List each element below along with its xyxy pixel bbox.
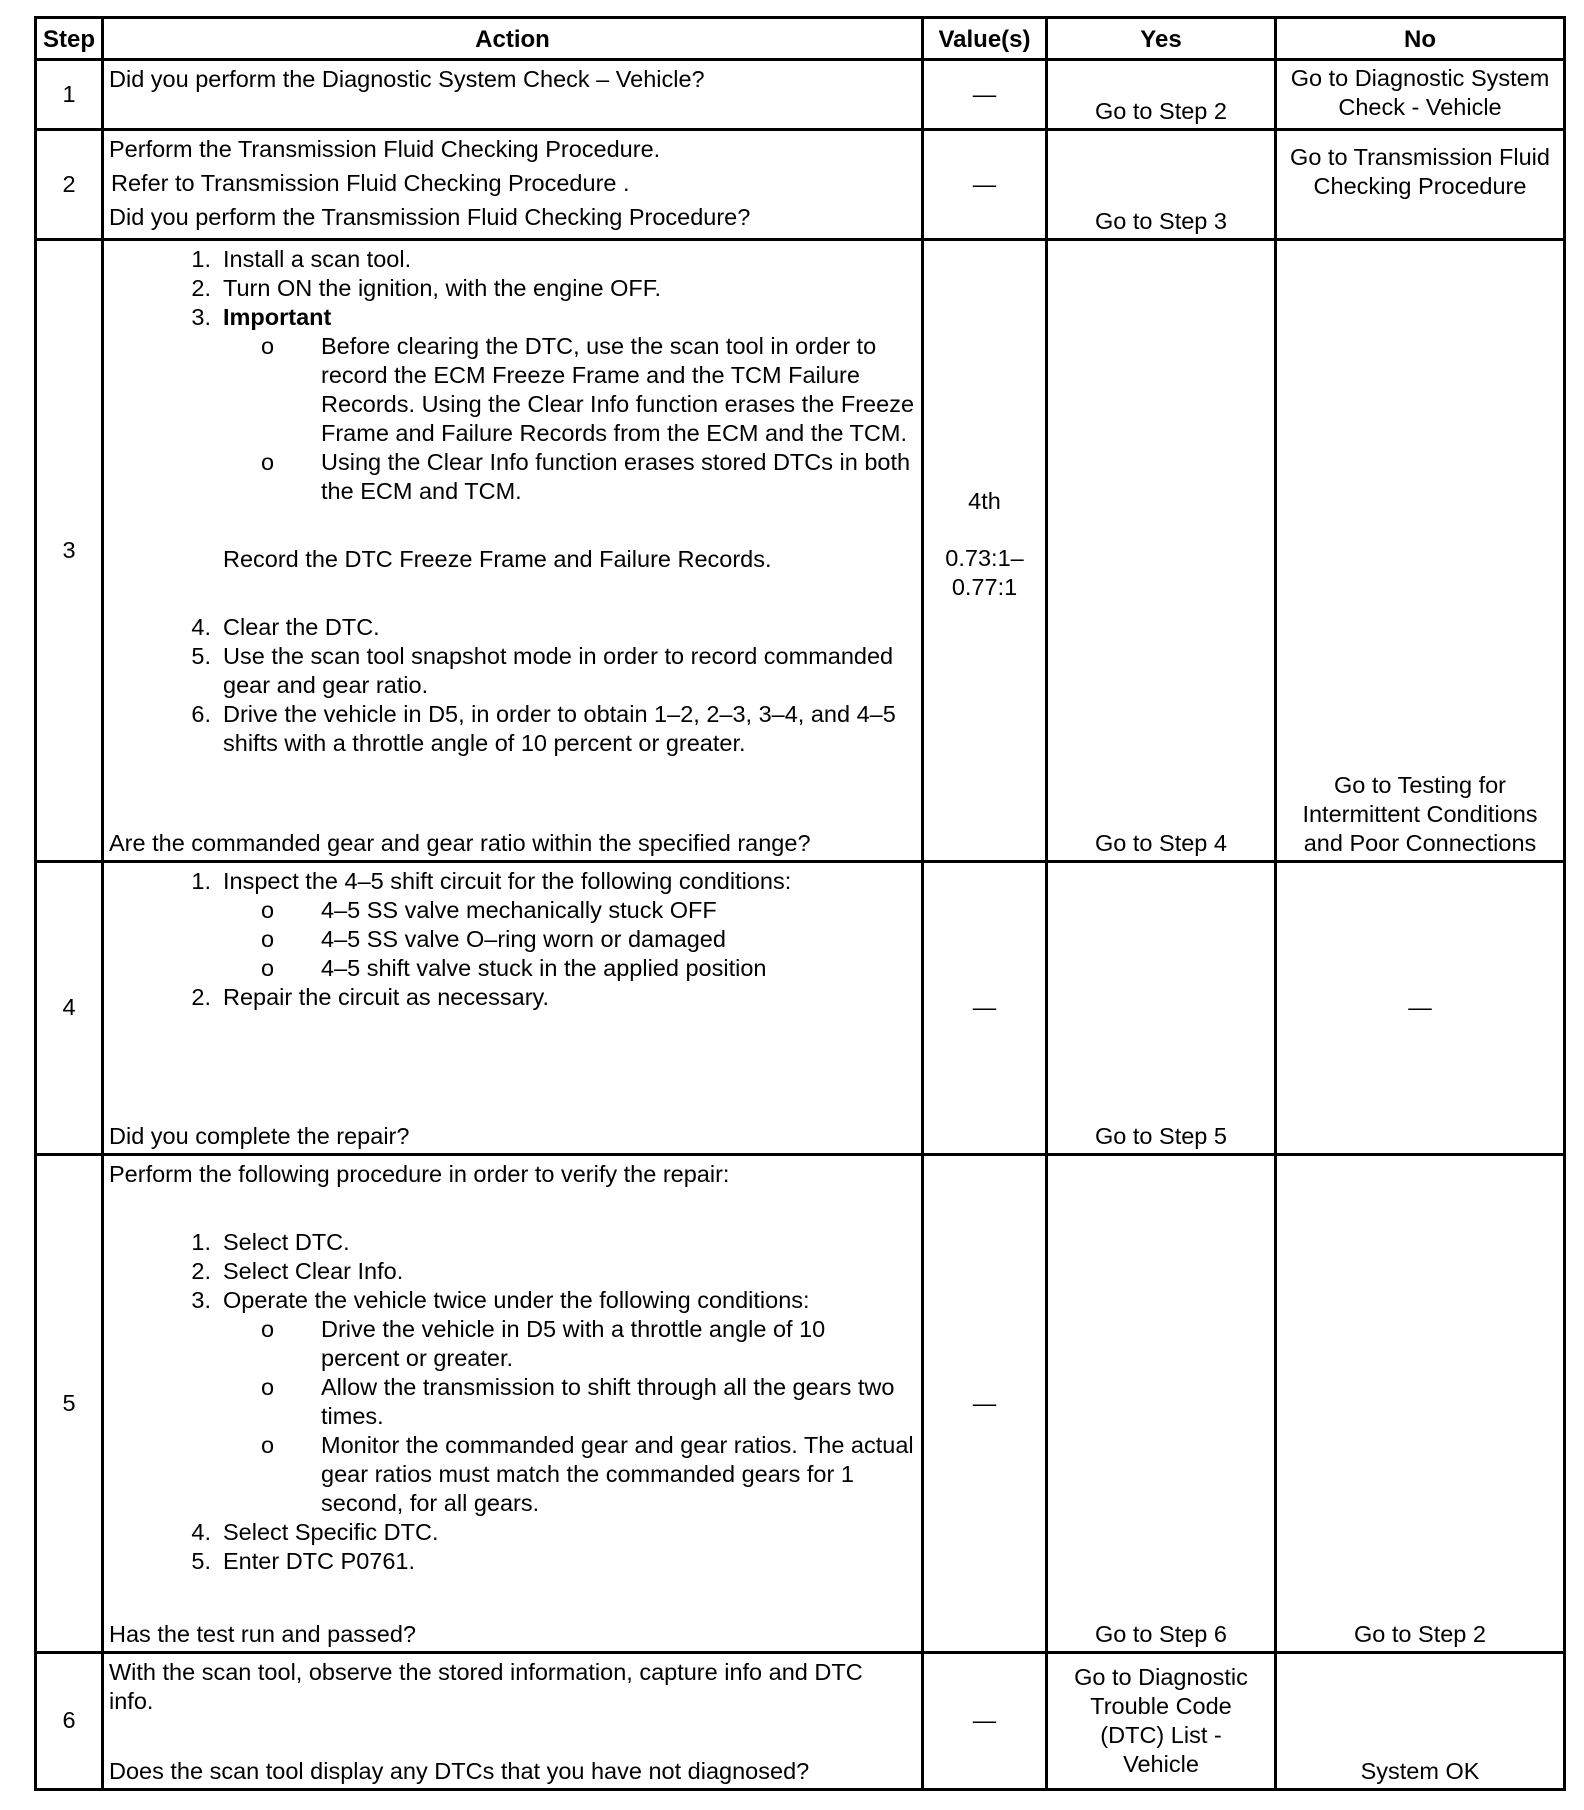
action-text: Did you perform the Diagnostic System Check – Vehicle? <box>109 66 705 93</box>
step-number: 6 <box>36 1652 103 1789</box>
list-item: 2. Turn ON the ignition, with the engine OFF. <box>191 275 662 302</box>
table-row <box>36 1652 1565 1789</box>
step-number: 5 <box>36 1154 103 1652</box>
action-question: Does the scan tool display any DTCs that you have not diagnosed? <box>109 1758 810 1784</box>
value-cell: — <box>923 130 1047 240</box>
bullet-item: o Drive the vehicle in D5 with a throttle angle of 10 percent or greater. <box>261 1315 826 1371</box>
bullet-item: o Allow the transmission to shift through all the gears two times. <box>261 1373 895 1429</box>
yes-text: Go to Step 6 <box>1095 1620 1227 1647</box>
list-item: 4. Clear the DTC. <box>191 614 380 641</box>
action-cell <box>103 1154 923 1652</box>
no-text: System OK <box>1360 1758 1480 1784</box>
action-cell <box>103 60 923 130</box>
bullet-item: o Monitor the commanded gear and gear ratios. The actual gear ratios must match the commanded gears for 1 second, for all gears. <box>261 1431 914 1516</box>
yes-cell <box>1047 240 1276 861</box>
list-item: 5. Enter DTC P0761. <box>191 1547 416 1574</box>
no-cell <box>1276 60 1565 130</box>
header-no: No <box>1276 18 1565 60</box>
no-cell <box>1276 130 1565 240</box>
list-item: 1. Install a scan tool. <box>191 246 412 273</box>
yes-text: Go to Step 2 <box>1095 98 1227 125</box>
list-item: 4. Select Specific DTC. <box>191 1518 439 1545</box>
no-text: Go to Testing for Intermittent Conditions and Poor Connections <box>1302 771 1538 856</box>
list-item: 1. Inspect the 4–5 shift circuit for the following conditions: <box>191 867 792 894</box>
value-cell: — <box>923 1652 1047 1789</box>
action-cell <box>103 130 923 240</box>
action-cell <box>103 1652 923 1789</box>
list-item: 3. Important <box>191 304 332 331</box>
list-item: 5. Use the scan tool snapshot mode in order to record commanded gear and gear ratio. <box>191 643 894 699</box>
value-cell: — <box>923 1154 1047 1652</box>
action-cell <box>103 861 923 1154</box>
yes-cell <box>1047 861 1276 1154</box>
yes-text: Go to Step 3 <box>1095 208 1227 235</box>
yes-cell <box>1047 130 1276 240</box>
action-question: Did you perform the Transmission Fluid Checking Procedure? <box>109 204 751 231</box>
header-row <box>36 18 1565 60</box>
no-cell <box>1276 1652 1565 1789</box>
value-ratio-low: 0.73:1– <box>945 545 1024 572</box>
value-cell: — <box>923 60 1047 130</box>
header-yes: Yes <box>1047 18 1276 60</box>
table-row <box>36 130 1565 240</box>
table-row <box>36 861 1565 1154</box>
table-row <box>36 240 1565 861</box>
no-text: Go to Step 2 <box>1354 1620 1486 1647</box>
note-text: Record the DTC Freeze Frame and Failure Records. <box>223 546 772 573</box>
yes-text: Go to Step 5 <box>1095 1122 1227 1149</box>
list-item: 3. Operate the vehicle twice under the following conditions: <box>191 1286 810 1313</box>
yes-cell <box>1047 1154 1276 1652</box>
list-item: 1. Select DTC. <box>191 1228 350 1255</box>
value-gear: 4th <box>968 488 1001 515</box>
action-question: Has the test run and passed? <box>109 1620 417 1647</box>
no-text: Go to Diagnostic System Check - Vehicle <box>1290 65 1550 121</box>
value-cell <box>923 240 1047 861</box>
value-cell: — <box>923 861 1047 1154</box>
yes-text: Go to Step 4 <box>1095 829 1227 856</box>
no-text: Go to Transmission Fluid Checking Procedure <box>1290 144 1550 200</box>
bullet-item: o Before clearing the DTC, use the scan tool in order to record the ECM Freeze Frame and the TCM Failure Records. Using the Clear Info function erases the Freeze Frame and Failure Records from the ECM and the TCM. <box>261 333 915 447</box>
step-number: 4 <box>36 861 103 1154</box>
header-values: Value(s) <box>923 18 1047 60</box>
step-number: 1 <box>36 60 103 130</box>
value-ratio-high: 0.77:1 <box>951 574 1018 601</box>
action-question: Are the commanded gear and gear ratio within the specified range? <box>109 829 811 856</box>
action-text: Refer to Transmission Fluid Checking Procedure . <box>111 170 630 197</box>
yes-cell <box>1047 1652 1276 1789</box>
action-text: Perform the following procedure in order to verify the repair: <box>109 1160 730 1187</box>
list-item: 2. Select Clear Info. <box>191 1257 404 1284</box>
header-step: Step <box>36 18 103 60</box>
action-question: Did you complete the repair? <box>109 1122 410 1149</box>
table-row <box>36 1154 1565 1652</box>
diagnostic-table <box>34 16 1566 1791</box>
no-cell <box>1276 240 1565 861</box>
table-row <box>36 60 1565 130</box>
action-cell <box>103 240 923 861</box>
no-cell <box>1276 1154 1565 1652</box>
bullet-item: o Using the Clear Info function erases stored DTCs in both the ECM and TCM. <box>261 449 911 505</box>
yes-cell <box>1047 60 1276 130</box>
yes-text: Go to Diagnostic Trouble Code (DTC) List - Vehicle <box>1074 1663 1248 1777</box>
list-item: 2. Repair the circuit as necessary. <box>191 983 550 1010</box>
action-text: Perform the Transmission Fluid Checking Procedure. <box>109 136 661 163</box>
step-number: 2 <box>36 130 103 240</box>
no-cell: — <box>1276 861 1565 1154</box>
action-text: With the scan tool, observe the stored information, capture info and DTC info. <box>109 1658 863 1714</box>
bullet-item: o 4–5 shift valve stuck in the applied position <box>261 954 767 981</box>
header-action: Action <box>103 18 923 60</box>
list-item: 6. Drive the vehicle in D5, in order to obtain 1–2, 2–3, 3–4, and 4–5 shifts with a throttle angle of 10 percent or greater. <box>191 701 896 757</box>
step-number: 3 <box>36 240 103 861</box>
bullet-item: o 4–5 SS valve mechanically stuck OFF <box>261 896 717 923</box>
bullet-item: o 4–5 SS valve O–ring worn or damaged <box>261 925 726 952</box>
